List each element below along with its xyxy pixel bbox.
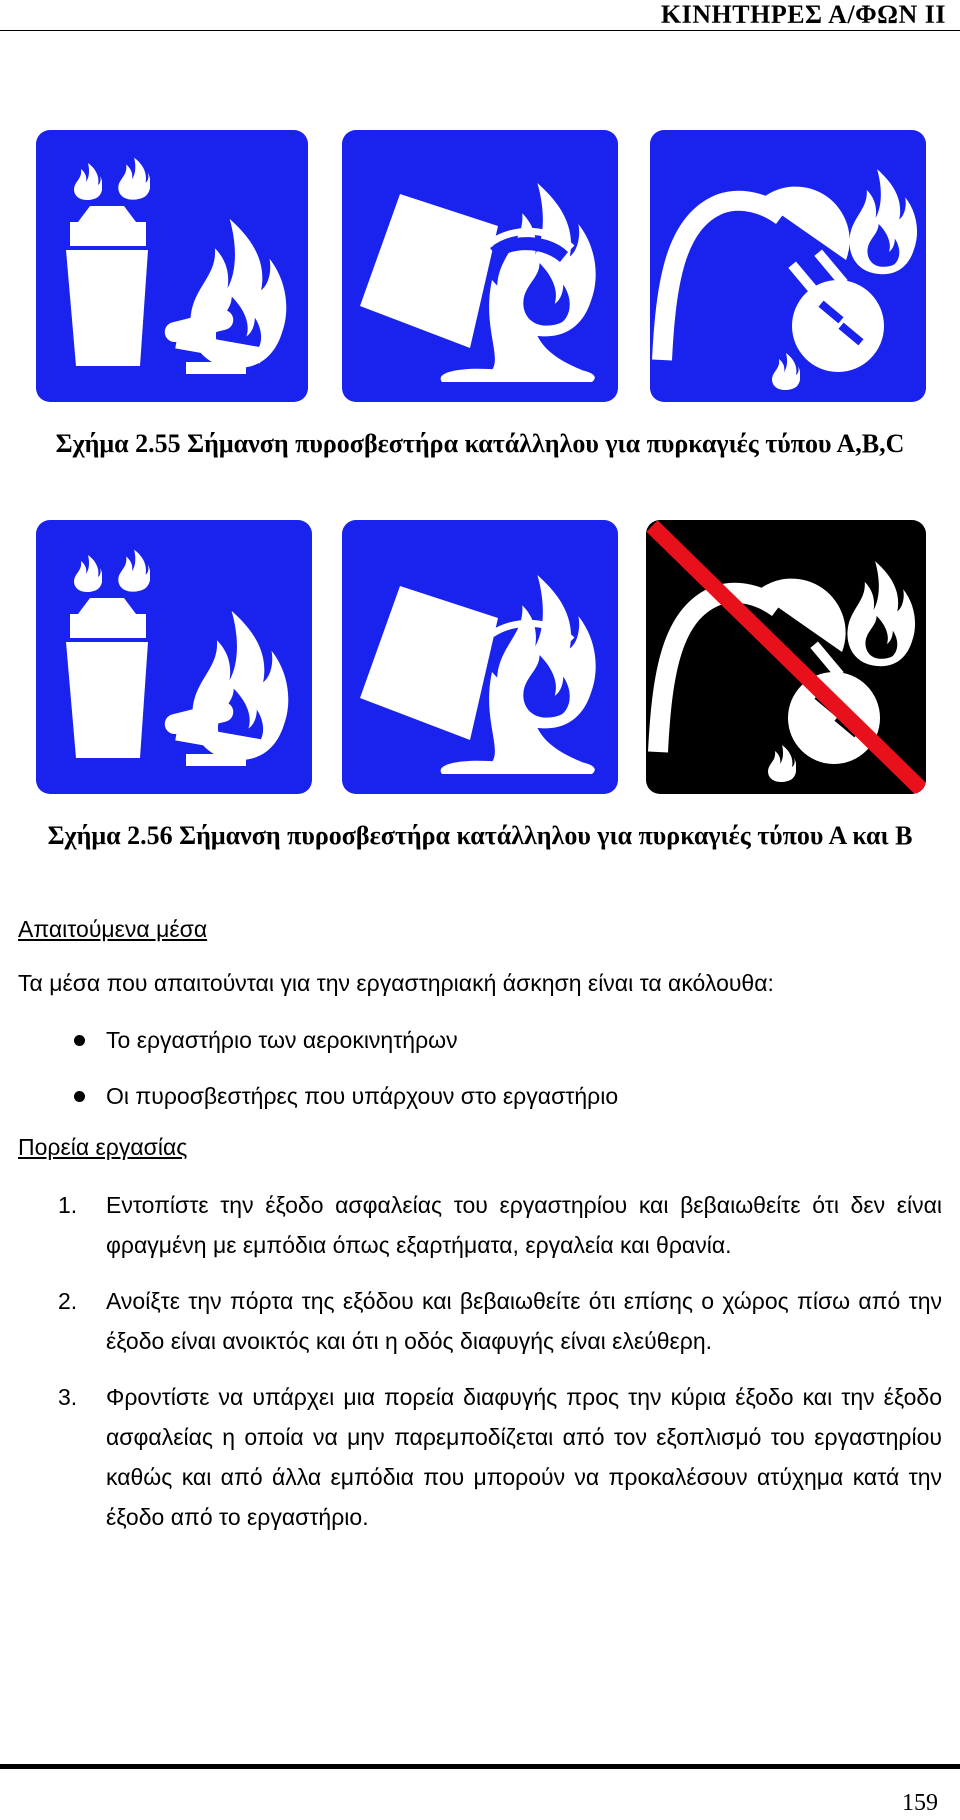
list-item: Το εργαστήριο των αεροκινητήρων <box>74 1020 874 1076</box>
page-number: 159 <box>902 1790 938 1816</box>
step-text: Εντοπίστε την έξοδο ασφαλείας του εργαστηρίου και βεβαιωθείτε ότι δεν είναι φραγμένη με εμπόδια όπως εξαρτήματα, εργαλεία και θρανία. <box>106 1192 942 1258</box>
figure-2-55-signs <box>0 130 960 410</box>
figure-2-56-signs <box>0 520 960 800</box>
solid-combustibles-fire-icon <box>36 130 308 402</box>
figure-2-56-caption: Σχήμα 2.56 Σήμανση πυροσβεστήρα κατάλληλου για πυρκαγιές τύπου Α και Β <box>47 821 913 850</box>
step-text: Ανοίξτε την πόρτα της εξόδου και βεβαιωθείτε ότι επίσης ο χώρος πίσω από την έξοδο είναι ανοικτός και ότι η οδός διαφυγής είναι ελεύθερη. <box>106 1288 942 1354</box>
figure-2-55-caption: Σχήμα 2.55 Σήμανση πυροσβεστήρα κατάλληλου για πυρκαγιές τύπου Α,Β,C <box>55 429 905 458</box>
solid-combustibles-fire-icon <box>36 520 312 794</box>
step-number: 1. <box>58 1192 78 1218</box>
procedure-step <box>58 1377 942 1537</box>
running-header-title: ΚΙΝΗΤΗΡΕΣ Α/ΦΩΝ ΙΙ <box>660 0 946 29</box>
procedure-steps <box>58 1185 942 1553</box>
list-item: Οι πυροσβεστήρες που υπάρχουν στο εργαστήριο <box>74 1076 874 1132</box>
electrical-fire-prohibited-icon <box>646 520 926 794</box>
procedure-step <box>58 1281 942 1361</box>
procedure-heading: Πορεία εργασίας <box>18 1134 188 1160</box>
required-means-list <box>74 1020 874 1132</box>
procedure-step <box>58 1185 942 1265</box>
header-rule <box>0 30 960 31</box>
step-text: Φροντίστε να υπάρχει μια πορεία διαφυγής προς την κύρια έξοδο και την έξοδο ασφαλείας η οποία να μην παρεμποδίζεται από τον εξοπλισμό του εργαστηρίου καθώς και από άλλα εμπόδια που μπορούν να προκαλέσουν ατύχημα κατά την έξοδο από το εργαστήριο. <box>106 1384 942 1530</box>
step-number: 2. <box>58 1288 78 1314</box>
electrical-fire-icon <box>650 130 926 402</box>
page-header <box>0 0 960 32</box>
step-number: 3. <box>58 1384 78 1410</box>
footer-rule <box>0 1764 960 1769</box>
required-means-heading: Απαιτούμενα μέσα <box>18 916 208 942</box>
liquid-fire-icon <box>342 520 618 794</box>
required-means-intro: Τα μέσα που απαιτούνται για την εργαστηριακή άσκηση είναι τα ακόλουθα: <box>18 970 774 996</box>
liquid-fire-icon <box>342 130 618 402</box>
